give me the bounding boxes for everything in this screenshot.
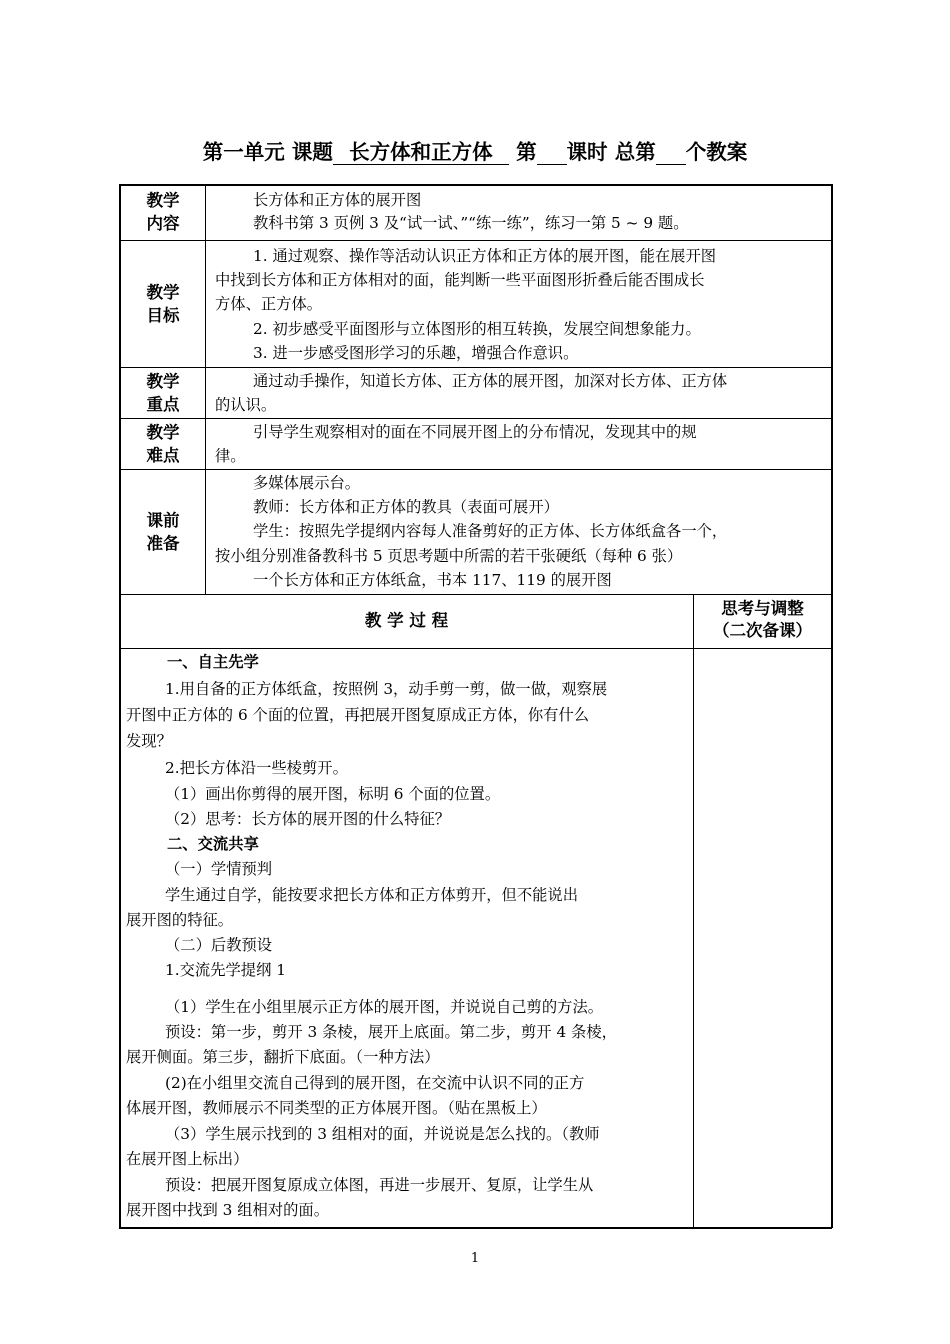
process-section-2-title: 二、交流共享 — [167, 835, 259, 853]
lesson-suffix: 课时 — [566, 140, 608, 164]
process-line: （一）学情预判 — [165, 860, 273, 878]
lesson-label: 第 — [516, 140, 537, 164]
page-title — [0, 135, 950, 165]
process-line: (2)在小组里交流自己得到的展开图，在交流中认识不同的正方 — [165, 1074, 585, 1092]
difficulties-line-2: 律。 — [215, 447, 246, 465]
topic-label: 课题 — [291, 140, 333, 164]
total-blank — [656, 140, 686, 165]
difficulties-line-1: 引导学生观察相对的面在不同展开图上的分布情况，发现其中的规 — [253, 423, 697, 441]
reflection-header: 思考与调整 （二次备课） — [713, 599, 812, 640]
process-line: 学生通过自学，能按要求把长方体和正方体剪开，但不能说出 — [165, 886, 579, 904]
goals-line-2: 中找到长方体和正方体相对的面，能判断一些平面图形折叠后能否围成长 — [215, 271, 705, 289]
page-number: 1 — [470, 1251, 480, 1266]
total-label: 总第 — [614, 140, 656, 164]
goals-line-1: 1. 通过观察、操作等活动认识正方体和正方体的展开图，能在展开图 — [253, 247, 717, 265]
total-suffix: 个教案 — [685, 140, 748, 164]
goals-line-3: 方体、正方体。 — [215, 295, 323, 313]
goals-label: 教学 目标 — [146, 283, 180, 325]
process-line: 1.用自备的正方体纸盒，按照例 3，动手剪一剪，做一做，观察展 — [165, 680, 608, 698]
process-line: 预设：第一步，剪开 3 条棱，展开上底面。第二步，剪开 4 条棱， — [165, 1023, 617, 1041]
preparation-line-1: 多媒体展示台。 — [253, 474, 361, 492]
key-points-line-1: 通过动手操作，知道长方体、正方体的展开图，加深对长方体、正方体 — [253, 372, 728, 390]
content-line-1: 长方体和正方体的展开图 — [253, 191, 422, 209]
process-line: 预设：把展开图复原成立体图，再进一步展开、复原，让学生从 — [165, 1176, 594, 1194]
process-line: 体展开图，教师展示不同类型的正方体展开图。（贴在黑板上） — [126, 1099, 547, 1117]
process-line: （3）学生展示找到的 3 组相对的面，并说说是怎么找的。（教师 — [165, 1125, 600, 1143]
goals-line-4: 2. 初步感受平面图形与立体图形的相互转换，发展空间想象能力。 — [253, 320, 701, 338]
process-line: 展开图的特征。 — [126, 911, 234, 929]
process-line: 2.把长方体沿一些棱剪开。 — [165, 759, 348, 777]
key-points-label: 教学 重点 — [146, 372, 180, 414]
preparation-label: 课前 准备 — [146, 511, 180, 553]
preparation-line-4: 按小组分别准备教科书 5 页思考题中所需的若干张硬纸（每种 6 张） — [215, 547, 683, 565]
lesson-blank — [537, 140, 567, 165]
preparation-line-5: 一个长方体和正方体纸盒，书本 117、119 的展开图 — [253, 571, 612, 589]
process-line: （1）学生在小组里展示正方体的展开图，并说说自己剪的方法。 — [165, 998, 604, 1016]
process-line: 展开侧面。第三步，翻折下底面。（一种方法） — [126, 1048, 440, 1066]
process-line: 在展开图上标出） — [126, 1150, 249, 1168]
process-line: 开图中正方体的 6 个面的位置，再把展开图复原成正方体，你有什么 — [126, 706, 590, 724]
content-line-2: 教科书第 3 页例 3 及“试一试、”“练一练”，练习一第 5 ~ 9 题。 — [253, 214, 689, 232]
topic-value: 长方体和正方体 — [333, 140, 509, 165]
process-section-1-title: 一、自主先学 — [167, 653, 259, 671]
process-line: 发现？ — [126, 732, 172, 750]
process-header: 教 学 过 程 — [364, 611, 449, 630]
process-line: 展开图中找到 3 组相对的面。 — [126, 1201, 330, 1219]
process-line: （2）思考：长方体的展开图的什么特征？ — [165, 810, 451, 828]
unit-label: 第一单元 — [202, 140, 285, 164]
process-line: （1）画出你剪得的展开图，标明 6 个面的位置。 — [165, 785, 501, 803]
process-line: （二）后教预设 — [165, 936, 273, 954]
preparation-line-3: 学生：按照先学提纲内容每人准备剪好的正方体、长方体纸盒各一个， — [253, 522, 728, 540]
goals-line-5: 3. 进一步感受图形学习的乐趣，增强合作意识。 — [253, 344, 579, 362]
difficulties-label: 教学 难点 — [146, 423, 180, 465]
preparation-line-2: 教师：长方体和正方体的教具（表面可展开） — [253, 498, 559, 516]
process-line: 1.交流先学提纲 1 — [165, 961, 286, 979]
content-label: 教学 内容 — [146, 191, 180, 233]
key-points-line-2: 的认识。 — [215, 396, 277, 414]
